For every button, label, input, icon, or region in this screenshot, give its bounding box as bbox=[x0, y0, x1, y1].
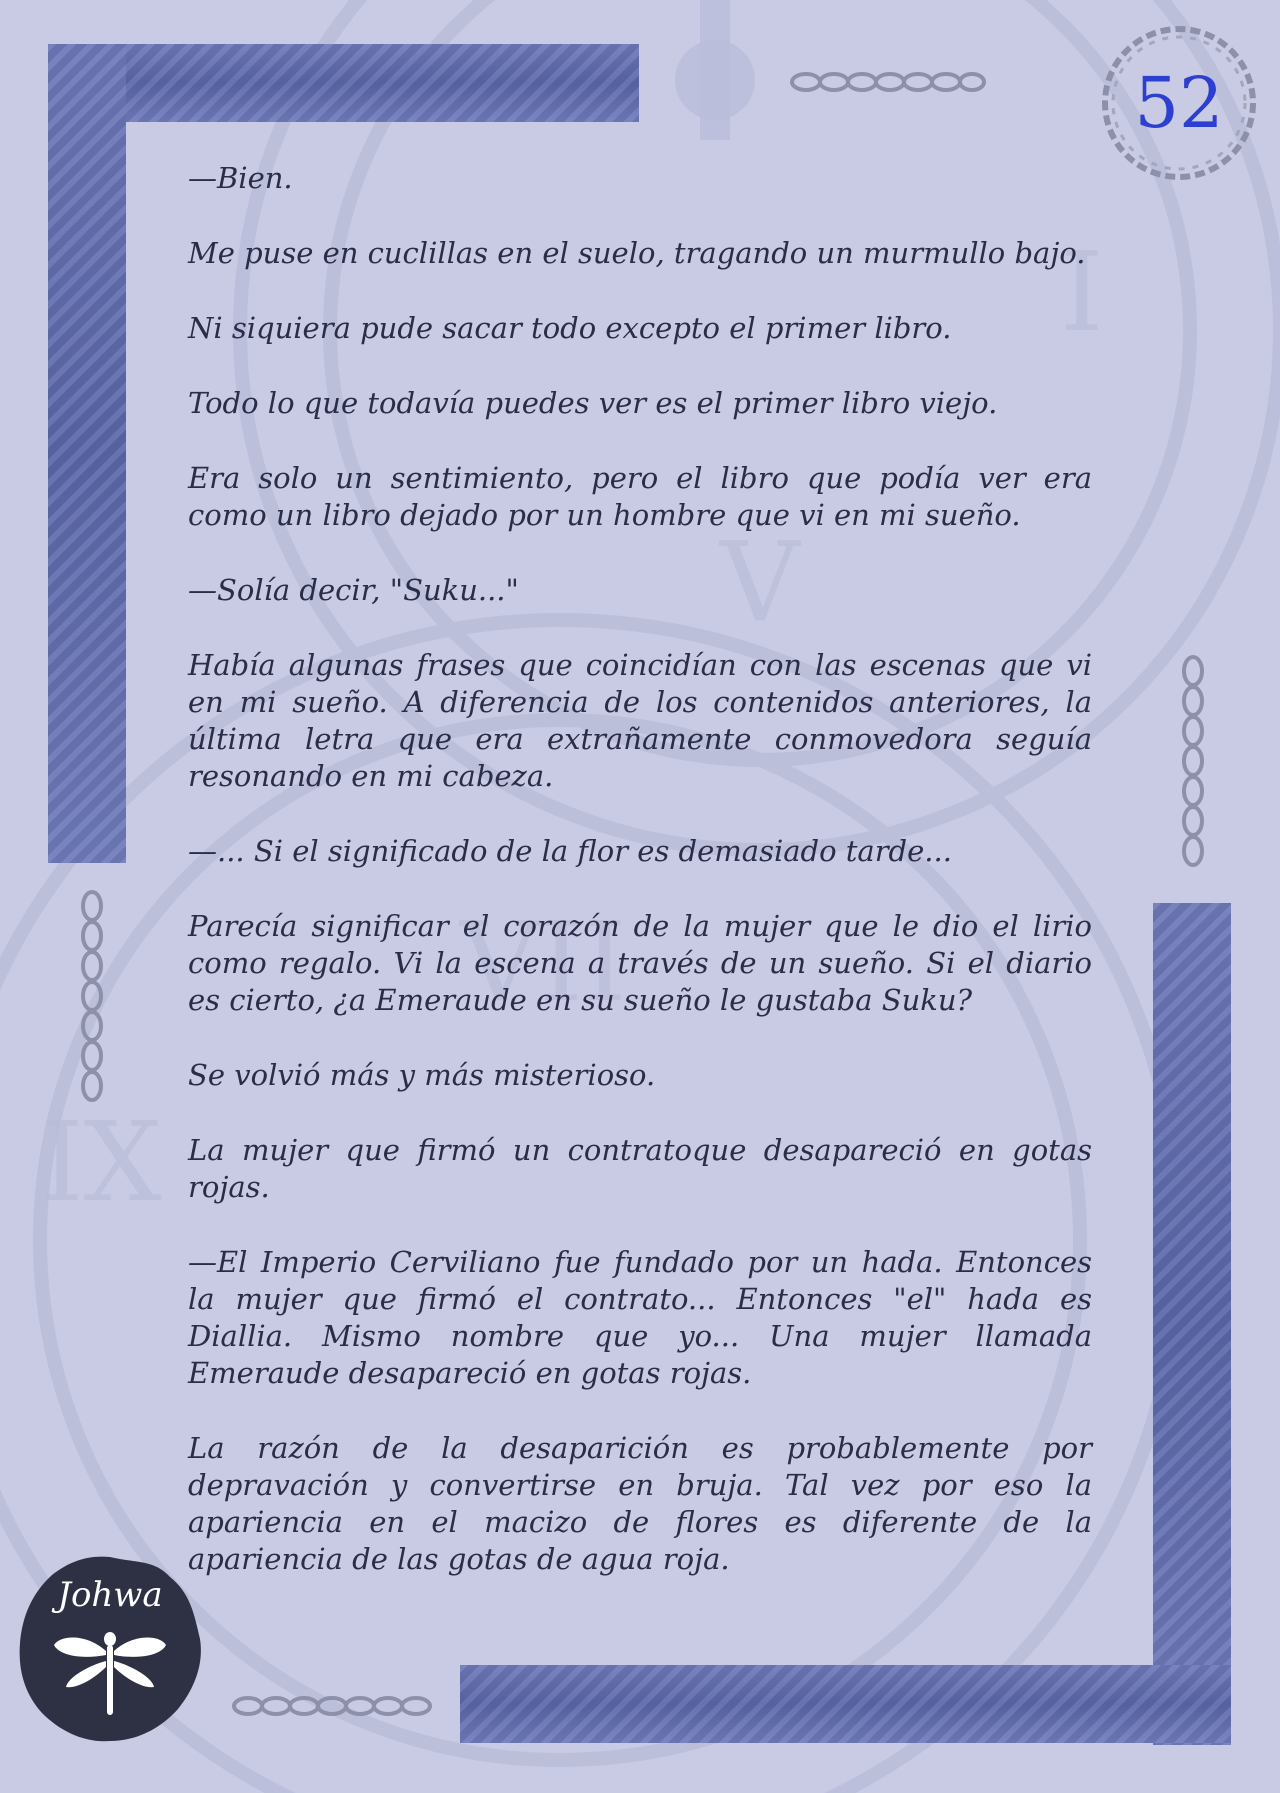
paragraph: La mujer que firmó un contratoque desapareció en gotas rojas. bbox=[188, 1133, 1092, 1204]
right-border bbox=[1153, 903, 1231, 1745]
paragraph: Todo lo que todavía puedes ver es el primer libro viejo. bbox=[188, 386, 998, 420]
paragraph: —El Imperio Cerviliano fue fundado por un hada. Entonces la mujer que firmó el contrato... Entonces "el" hada es Diallia. Mismo nombre que yo... Una mujer llamada Emeraude desapareció en gotas rojas. bbox=[188, 1245, 1092, 1390]
svg-text:I: I bbox=[1060, 228, 1104, 356]
paragraph: La razón de la desaparición es probablemente por depravación y convertirse en bruja. Tal vez por eso la apariencia en el macizo de flores es diferente de la apariencia de las gotas de agua roja. bbox=[188, 1431, 1092, 1576]
dragonfly-icon bbox=[50, 1625, 170, 1725]
paragraph: —Solía decir, "Suku..." bbox=[188, 573, 519, 607]
page-number: 52 bbox=[1134, 62, 1224, 144]
bottom-border bbox=[460, 1665, 1231, 1743]
paragraph: —... Si el significado de la flor es demasiado tarde... bbox=[188, 834, 952, 868]
paragraph: Me puse en cuclillas en el suelo, tragando un murmullo bajo. bbox=[188, 236, 1086, 270]
paragraph: Ni siquiera pude sacar todo excepto el primer libro. bbox=[188, 311, 952, 345]
story-text bbox=[188, 160, 1092, 1616]
svg-text:V: V bbox=[720, 518, 800, 646]
chain-icon bbox=[790, 70, 986, 94]
chain-icon bbox=[1180, 655, 1206, 883]
top-left-border bbox=[48, 44, 639, 122]
logo-text: Johwa bbox=[57, 1575, 163, 1615]
chain-icon bbox=[232, 1693, 444, 1719]
svg-text:IX: IX bbox=[40, 1098, 162, 1226]
watermark-logo bbox=[14, 1553, 206, 1745]
page-number-badge bbox=[1094, 18, 1264, 188]
chain-icon bbox=[79, 890, 105, 1110]
paragraph: —Bien. bbox=[188, 161, 293, 195]
svg-text:VII: VII bbox=[460, 898, 627, 1026]
paragraph: Era solo un sentimiento, pero el libro que podía ver era como un libro dejado por un hombre que vi en mi sueño. bbox=[188, 461, 1092, 532]
paragraph: Se volvió más y más misterioso. bbox=[188, 1058, 656, 1092]
paragraph: Había algunas frases que coincidían con las escenas que vi en mi sueño. A diferencia de los contenidos anteriores, la última letra que era extrañamente conmovedora seguía resonando en mi cabeza. bbox=[188, 648, 1092, 793]
left-border bbox=[48, 44, 126, 863]
paragraph: Parecía significar el corazón de la mujer que le dio el lirio como regalo. Vi la escena a través de un sueño. Si el diario es cierto, ¿a Emeraude en su sueño le gustaba Suku? bbox=[188, 909, 1092, 1017]
